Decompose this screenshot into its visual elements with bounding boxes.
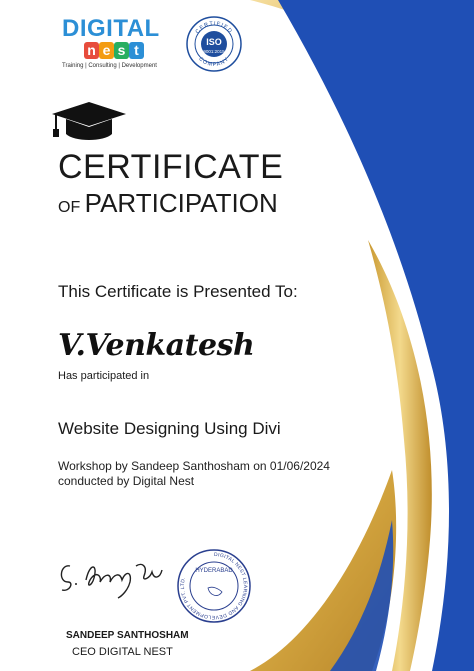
signature-icon: [56, 552, 166, 607]
certificate-title: CERTIFICATE: [58, 148, 284, 186]
presented-to-text: This Certificate is Presented To:: [58, 282, 298, 301]
logo-top-text: DIGITAL: [62, 15, 160, 42]
iso-standard-text: 9001:2015: [203, 49, 225, 54]
certificate-subtitle: [58, 188, 278, 219]
workshop-details: Workshop by Sandeep Santhosham on 01/06/2024 conducted by Digital Nest: [58, 459, 330, 488]
graduation-cap-icon: [50, 100, 128, 151]
svg-text:COMPANY: [197, 56, 230, 68]
company-stamp-icon: [176, 548, 252, 624]
iso-center-text: ISO: [206, 37, 222, 47]
logo-tagline: Training | Consulting | Development: [62, 63, 157, 69]
signatory-title: CEO DIGITAL NEST: [72, 646, 173, 658]
logo-bottom-text: n e s t: [84, 42, 154, 62]
subtitle-prefix: OF: [58, 199, 81, 216]
recipient-name: V.Venkatesh: [58, 328, 255, 363]
signatory-name: SANDEEP SANTHOSHAM: [66, 630, 189, 641]
digital-nest-logo: [60, 16, 160, 72]
participated-text: Has participated in: [58, 370, 150, 382]
iso-top-text: CERTIFIED: [194, 20, 234, 36]
iso-seal-icon: [186, 16, 242, 72]
stamp-ring-text: DIGITAL NEST LEARNING AND DEVELOPMENT PVT. LTD.: [179, 551, 248, 621]
iso-bottom-text: COMPANY: [197, 56, 231, 69]
subtitle-main: PARTICIPATION: [84, 188, 278, 218]
stamp-city: HYDERABAD: [195, 568, 233, 574]
course-title: Website Designing Using Divi: [58, 419, 281, 438]
